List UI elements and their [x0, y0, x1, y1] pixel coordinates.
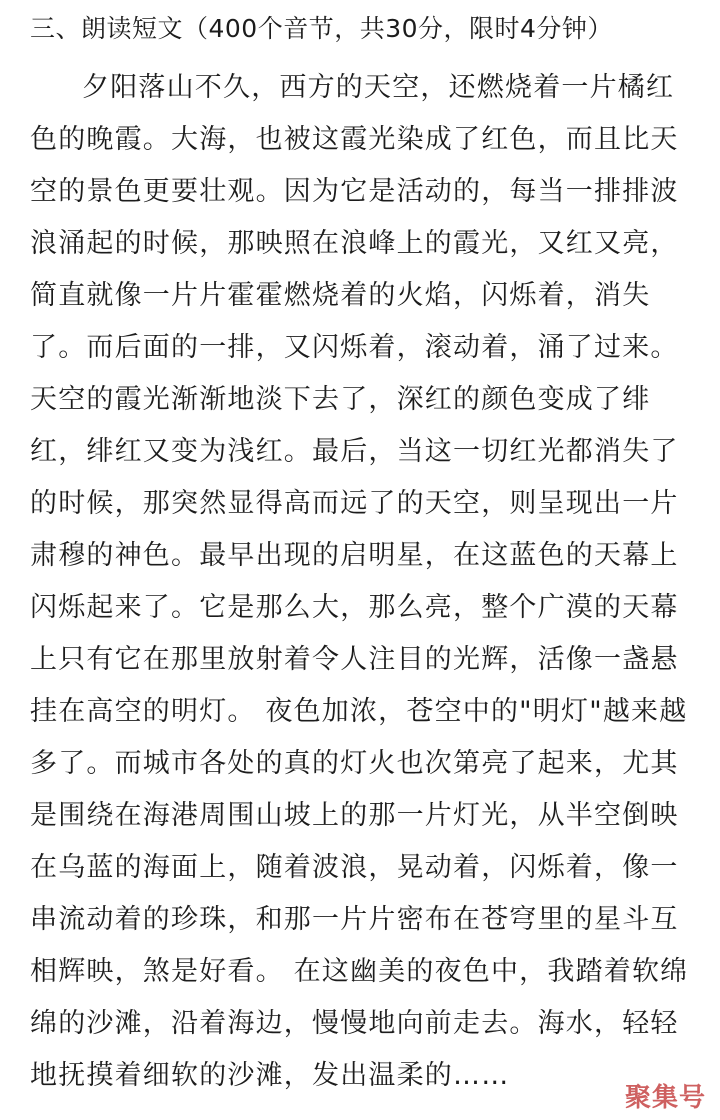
- passage-line: 在乌蓝的海面上，随着波浪，晃动着，闪烁着，像一: [30, 852, 679, 883]
- passage-line: 闪烁起来了。它是那么大，那么亮，整个广漠的天幕: [30, 592, 679, 623]
- watermark-logo: 聚集号: [624, 1083, 706, 1113]
- passage-line: 串流动着的珍珠，和那一片片密布在苍穹里的星斗互: [30, 904, 679, 935]
- passage-line: 了。而后面的一排，又闪烁着，滚动着，涌了过来。: [30, 332, 679, 363]
- passage-line: 天空的霞光渐渐地淡下去了，深红的颜色变成了绯: [30, 384, 651, 415]
- passage-line: 多了。而城市各处的真的灯火也次第亮了起来，尤其: [30, 748, 679, 779]
- passage-line: 地抚摸着细软的沙滩，发出温柔的……: [30, 1060, 510, 1091]
- passage-line: 空的景色更要壮观。因为它是活动的，每当一排排波: [30, 176, 679, 207]
- passage-line: 的时候，那突然显得高而远了的天空，则呈现出一片: [30, 488, 679, 519]
- passage-line: 红，绯红又变为浅红。最后，当这一切红光都消失了: [30, 436, 679, 467]
- section-heading: 三、朗读短文（400个音节，共30分，限时4分钟）: [30, 14, 613, 43]
- passage-line: 浪涌起的时候，那映照在浪峰上的霞光，又红又亮，: [30, 228, 679, 259]
- passage-line: 简直就像一片片霍霍燃烧着的火焰，闪烁着，消失: [30, 280, 651, 311]
- passage-line: 夕阳落山不久，西方的天空，还燃烧着一片橘红: [82, 72, 675, 103]
- passage-line: 肃穆的神色。最早出现的启明星，在这蓝色的天幕上: [30, 540, 679, 571]
- passage-line: 是围绕在海港周围山坡上的那一片灯光，从半空倒映: [30, 800, 679, 831]
- passage-line: 挂在高空的明灯。 夜色加浓，苍空中的"明灯"越来越: [30, 696, 688, 727]
- passage-line: 相辉映，煞是好看。 在这幽美的夜色中，我踏着软绵: [30, 956, 689, 987]
- passage-line: 色的晚霞。大海，也被这霞光染成了红色，而且比天: [30, 124, 679, 155]
- passage-line: 绵的沙滩，沿着海边，慢慢地向前走去。海水，轻轻: [30, 1008, 679, 1039]
- passage-line: 上只有它在那里放射着令人注目的光辉，活像一盏悬: [30, 644, 679, 675]
